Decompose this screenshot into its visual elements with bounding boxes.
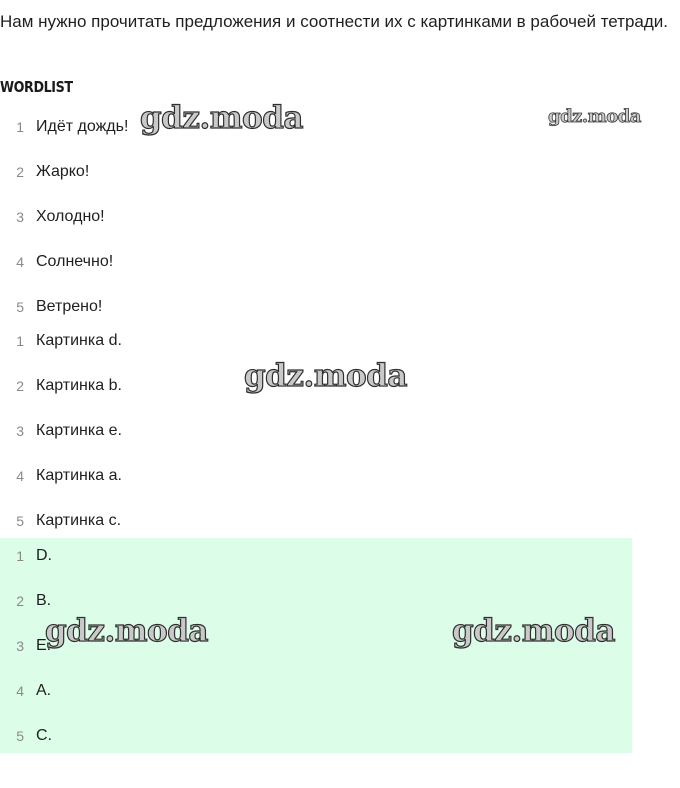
line-number: 1 (16, 332, 24, 349)
line-number: 1 (16, 547, 24, 564)
watermark-logo: gdz.moda (452, 613, 615, 649)
watermark-logo: gdz.moda (548, 106, 641, 127)
answer-highlight (0, 538, 632, 753)
line-number: 3 (16, 208, 24, 225)
wordlist-heading: WORDLIST (0, 78, 73, 96)
line-number: 5 (16, 298, 24, 315)
item-text: Картинка d. (36, 331, 122, 349)
line-number: 3 (16, 422, 24, 439)
item-text: Ветрено! (36, 297, 103, 315)
item-text: D. (36, 546, 52, 564)
item-text: Картинка c. (36, 511, 122, 529)
item-text: C. (36, 726, 52, 744)
line-number: 4 (16, 253, 24, 270)
line-number: 3 (16, 637, 24, 654)
item-text: Жарко! (36, 162, 90, 180)
item-text: Картинка b. (36, 376, 122, 394)
watermark-logo: gdz.moda (140, 100, 303, 136)
line-number: 5 (16, 727, 24, 744)
line-number: 2 (16, 163, 24, 180)
line-number: 4 (16, 682, 24, 699)
line-number: 2 (16, 377, 24, 394)
item-text: B. (36, 591, 52, 609)
line-number: 1 (16, 118, 24, 135)
watermark-logo: gdz.moda (244, 358, 407, 394)
item-text: Солнечно! (36, 252, 114, 270)
item-text: A. (36, 681, 52, 699)
item-text: Идёт дождь! (36, 117, 129, 135)
line-number: 5 (16, 512, 24, 529)
item-text: E. (36, 636, 52, 654)
line-number: 2 (16, 592, 24, 609)
item-text: Картинка a. (36, 466, 122, 484)
line-number: 4 (16, 467, 24, 484)
item-text: Картинка e. (36, 421, 122, 439)
intro-text: Нам нужно прочитать предложения и соотнести их с картинками в рабочей тетради. (0, 12, 669, 31)
item-text: Холодно! (36, 207, 105, 225)
watermark-logo: gdz.moda (45, 613, 208, 649)
